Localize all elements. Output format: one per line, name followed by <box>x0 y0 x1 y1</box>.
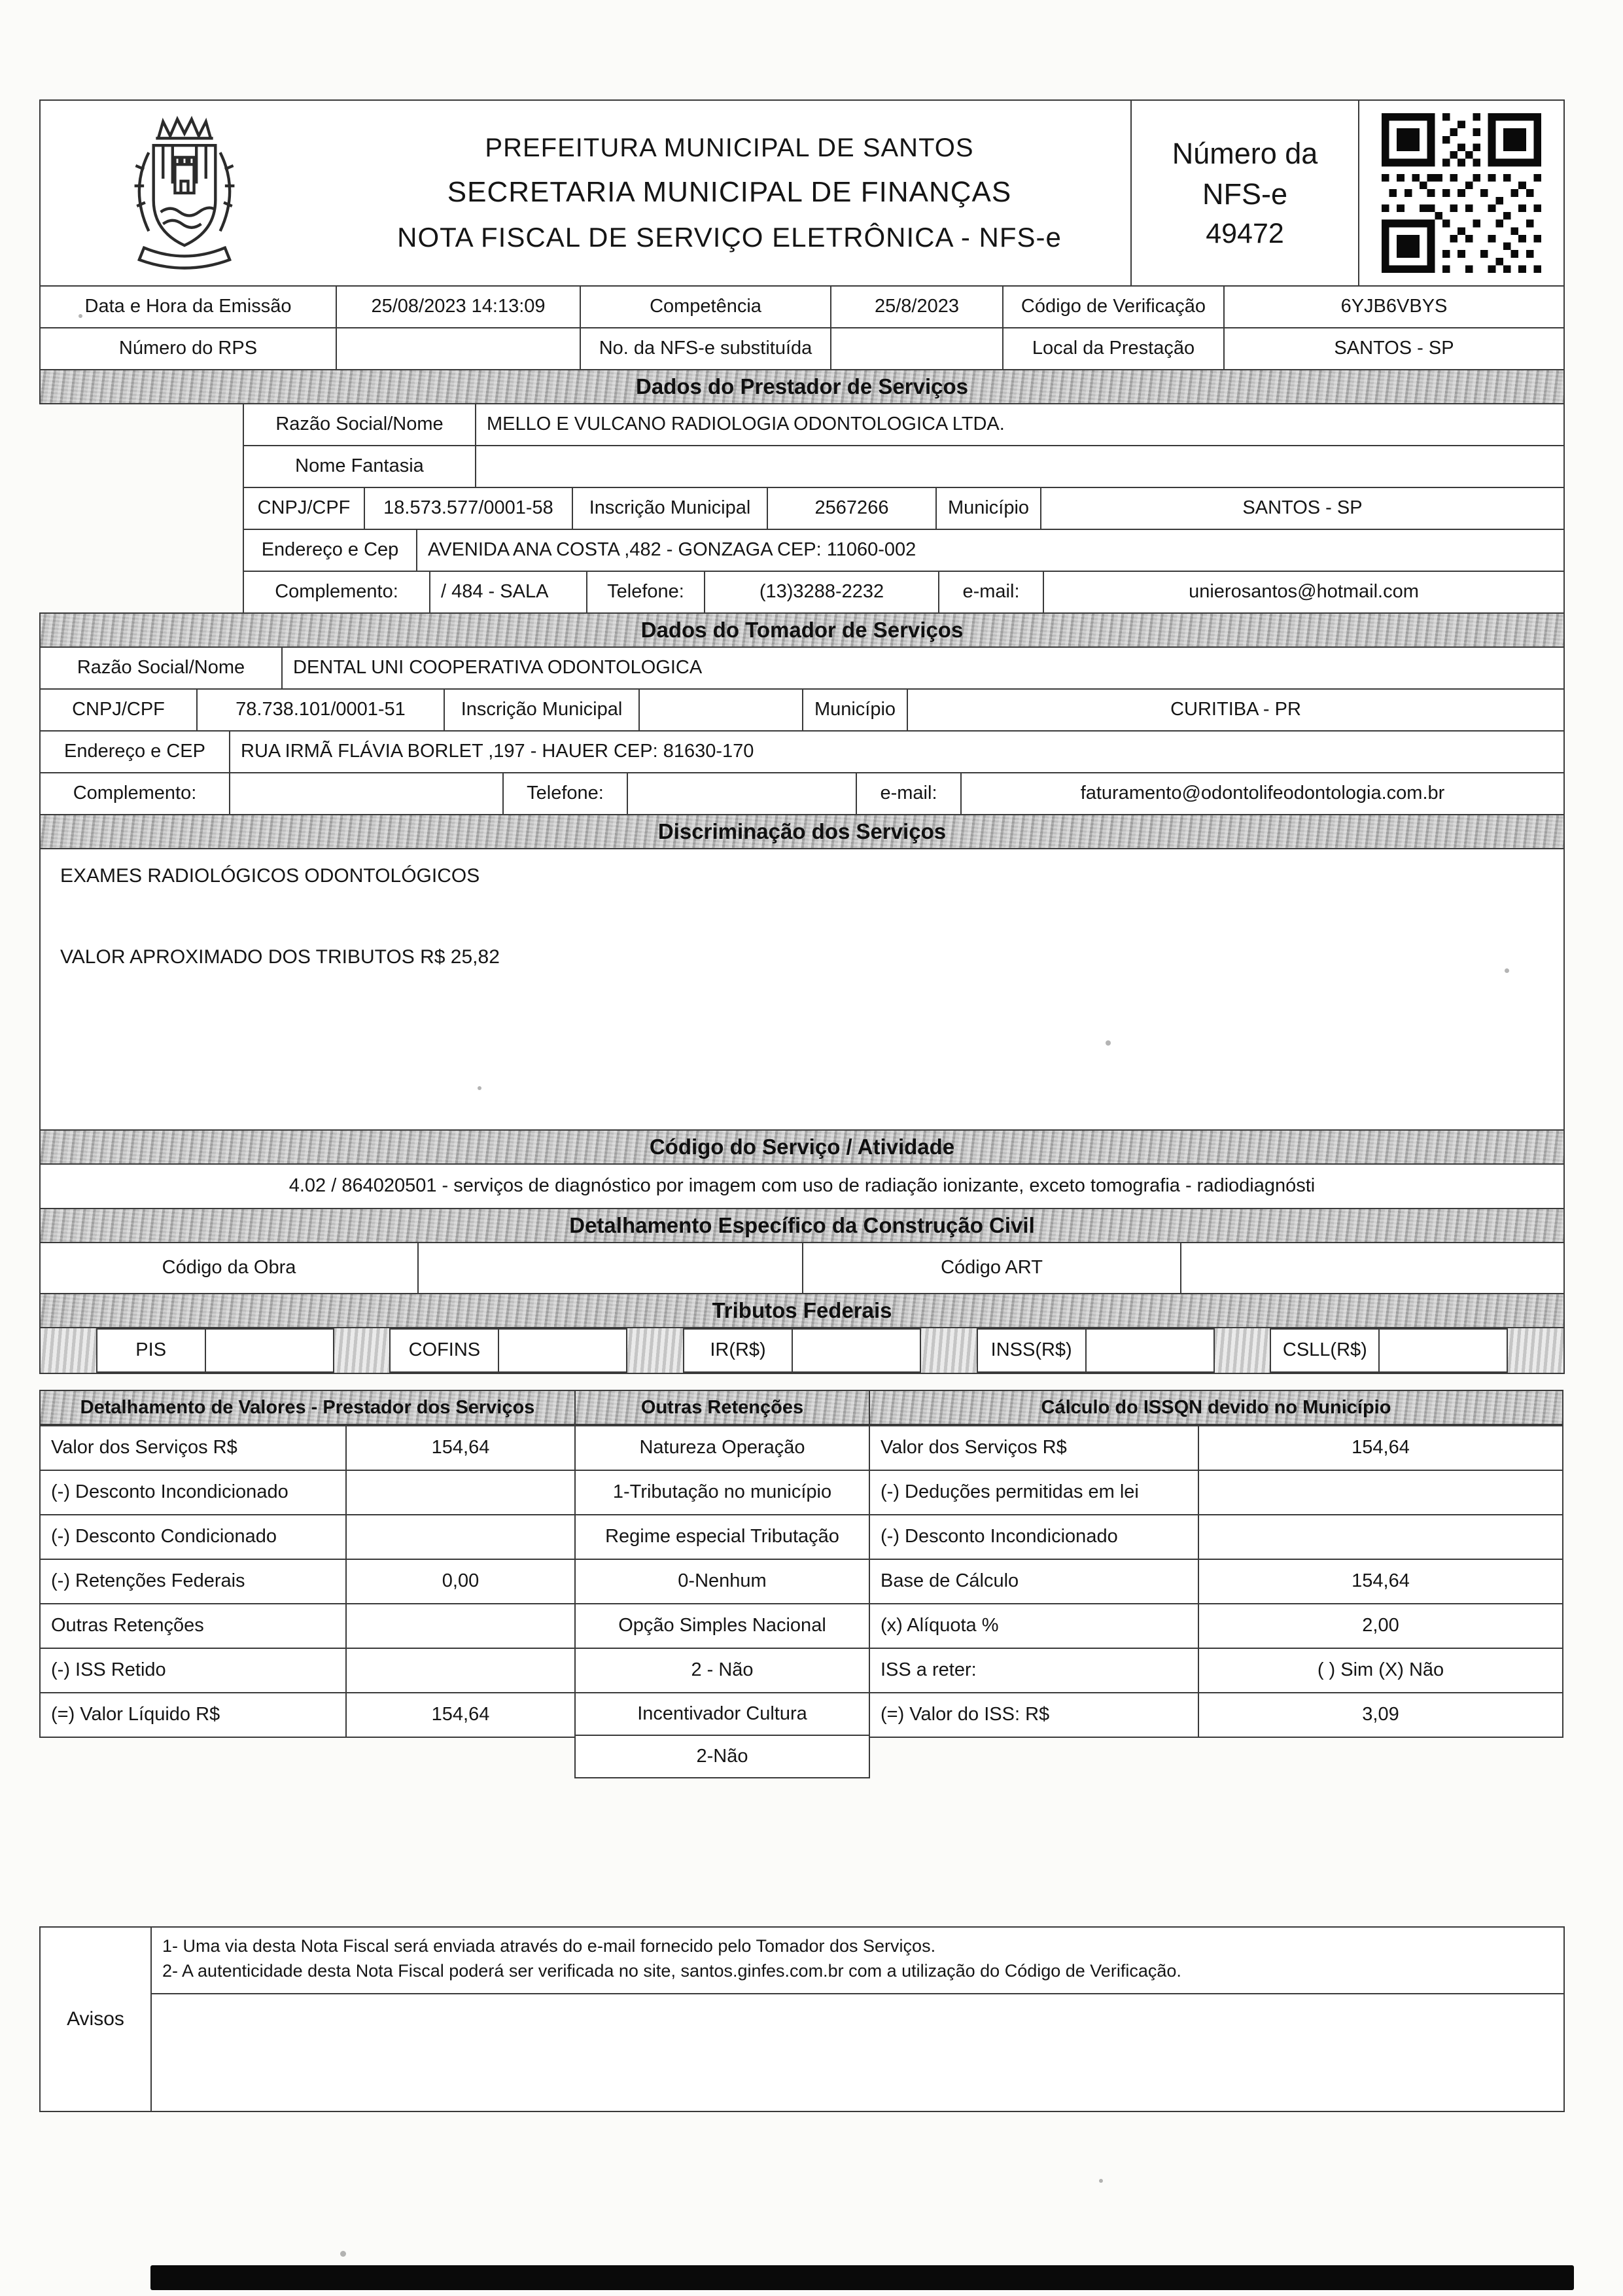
tomador-complemento-row <box>39 772 1565 815</box>
prestador-fantasia-row <box>39 445 1565 488</box>
issqn-column <box>869 1390 1563 1778</box>
aviso-nota-1: 1- Uma via desta Nota Fiscal será enviada através do e-mail fornecido pelo Tomador dos Serviços. <box>162 1936 936 1956</box>
scan-speck <box>478 1086 481 1090</box>
scan-speck <box>1106 1040 1111 1046</box>
avisos-section <box>39 1926 1565 2112</box>
spacer <box>39 445 244 488</box>
tomador-razao-row <box>39 646 1565 690</box>
tomador-email-label: e-mail: <box>856 772 962 815</box>
org-name-line1: PREFEITURA MUNICIPAL DE SANTOS <box>485 133 974 162</box>
codigo-servico-row <box>39 1163 1565 1209</box>
prestador-complemento-label: Complemento: <box>243 571 430 614</box>
servicos-description-box <box>39 848 1565 1131</box>
meta-row-1 <box>39 285 1565 328</box>
outras-retencoes-row: 1-Tributação no município <box>574 1470 870 1515</box>
pis-label: PIS <box>96 1328 206 1373</box>
prestador-complemento-row <box>39 571 1565 614</box>
meta-row-2 <box>39 327 1565 370</box>
outras-retencoes-row: 2-Não <box>574 1735 870 1778</box>
tomador-telefone-label: Telefone: <box>502 772 628 815</box>
issqn-row-label: (=) Valor do ISS: R$ <box>869 1692 1199 1738</box>
codigo-servico-section-header: Código do Serviço / Atividade <box>39 1129 1565 1165</box>
scan-artifact-bar <box>150 2265 1574 2290</box>
avisos-label: Avisos <box>39 1926 152 2112</box>
aviso-nota-2: 2- A autenticidade desta Nota Fiscal poderá ser verificada no site, santos.ginfes.com.br com a utilização do Código de Verificação. <box>162 1960 1181 1981</box>
document-title: NOTA FISCAL DE SERVIÇO ELETRÔNICA - NFS-e <box>397 221 1062 253</box>
spacer <box>921 1328 977 1373</box>
tomador-email-value: faturamento@odontolifeodontologia.com.br <box>960 772 1565 815</box>
substituida-value <box>830 327 1003 370</box>
prestador-telefone-value: (13)3288-2232 <box>704 571 939 614</box>
issqn-row-value: 154,64 <box>1198 1559 1563 1604</box>
prestador-cnpj-row <box>39 487 1565 530</box>
detalhamento-valores-column <box>39 1390 576 1778</box>
tomador-complemento-label: Complemento: <box>39 772 230 815</box>
inss-value <box>1085 1328 1215 1373</box>
spacer <box>1508 1328 1563 1373</box>
tomador-municipio-label: Município <box>802 688 908 732</box>
emissao-value: 25/08/2023 14:13:09 <box>336 285 581 328</box>
outras-retencoes-column <box>574 1390 870 1778</box>
local-prestacao-label: Local da Prestação <box>1002 327 1225 370</box>
prestador-razao-label: Razão Social/Nome <box>243 403 476 446</box>
valores-row-label: Valor dos Serviços R$ <box>39 1425 347 1471</box>
prestador-cnpj-label: CNPJ/CPF <box>243 487 365 530</box>
codigo-obra-value <box>417 1242 803 1294</box>
prestador-municipio-label: Município <box>935 487 1041 530</box>
scan-speck <box>1505 968 1509 973</box>
tomador-section-header: Dados do Tomador de Serviços <box>39 612 1565 648</box>
outras-retencoes-row: 0-Nenhum <box>574 1559 870 1604</box>
prestador-inscricao-value: 2567266 <box>767 487 937 530</box>
codigo-obra-label: Código da Obra <box>39 1242 419 1294</box>
valores-row-label: (-) Desconto Condicionado <box>39 1514 347 1560</box>
valores-row-value <box>345 1514 576 1560</box>
prestador-complemento-value: / 484 - SALA <box>429 571 587 614</box>
qr-code-box <box>1358 101 1563 285</box>
issqn-row-value: 154,64 <box>1198 1425 1563 1471</box>
tomador-inscricao-label: Inscrição Municipal <box>444 688 640 732</box>
cofins-value <box>498 1328 627 1373</box>
header-titles <box>328 101 1130 285</box>
rps-value <box>336 327 581 370</box>
csll-value <box>1378 1328 1508 1373</box>
prestador-fantasia-label: Nome Fantasia <box>243 445 476 488</box>
tomador-cnpj-row <box>39 688 1565 732</box>
tomador-cnpj-value: 78.738.101/0001-51 <box>196 688 445 732</box>
valores-row-value: 0,00 <box>345 1559 576 1604</box>
nfse-number-label-2: NFS-e <box>1202 177 1287 211</box>
issqn-row-label: Base de Cálculo <box>869 1559 1199 1604</box>
prestador-razao-row <box>39 403 1565 446</box>
coat-of-arms-icon <box>113 107 256 279</box>
servicos-section-header: Discriminação dos Serviços <box>39 814 1565 849</box>
nfse-invoice <box>39 99 1565 2112</box>
servico-tributos-aproximados: VALOR APROXIMADO DOS TRIBUTOS R$ 25,82 <box>60 946 500 968</box>
prestador-fantasia-value <box>475 445 1565 488</box>
tomador-endereco-value: RUA IRMÃ FLÁVIA BORLET ,197 - HAUER CEP: 81630-170 <box>229 730 1565 773</box>
tomador-inscricao-value <box>638 688 803 732</box>
prestador-telefone-label: Telefone: <box>586 571 705 614</box>
spacer <box>41 1328 96 1373</box>
issqn-row-label: (-) Desconto Incondicionado <box>869 1514 1199 1560</box>
issqn-row-value <box>1198 1470 1563 1515</box>
spacer <box>627 1328 683 1373</box>
codigo-art-value <box>1180 1242 1565 1294</box>
issqn-row-value: 3,09 <box>1198 1692 1563 1738</box>
valores-row-value: 154,64 <box>345 1425 576 1471</box>
qr-code-icon <box>1382 113 1541 273</box>
construcao-row <box>39 1242 1565 1294</box>
valores-row-value <box>345 1648 576 1693</box>
prestador-email-label: e-mail: <box>938 571 1044 614</box>
tomador-endereco-row <box>39 730 1565 773</box>
tomador-razao-value: DENTAL UNI COOPERATIVA ODONTOLOGICA <box>281 646 1565 690</box>
detalhamento-valores-header: Detalhamento de Valores - Prestador dos Serviços <box>39 1390 576 1425</box>
valores-row-value <box>345 1470 576 1515</box>
issqn-row-label: ISS a reter: <box>869 1648 1199 1693</box>
valores-row-label: (-) ISS Retido <box>39 1648 347 1693</box>
totals-section <box>39 1390 1565 1778</box>
spacer <box>39 529 244 572</box>
verificacao-value: 6YJB6VBYS <box>1223 285 1565 328</box>
prestador-endereco-value: AVENIDA ANA COSTA ,482 - GONZAGA CEP: 11060-002 <box>416 529 1565 572</box>
avisos-body <box>150 1926 1565 2112</box>
avisos-notes <box>152 1928 1563 1994</box>
spacer <box>334 1328 390 1373</box>
tributos-section-header: Tributos Federais <box>39 1293 1565 1328</box>
tomador-telefone-value <box>627 772 857 815</box>
tomador-municipio-value: CURITIBA - PR <box>907 688 1565 732</box>
outras-retencoes-row: Incentivador Cultura <box>574 1692 870 1736</box>
outras-retencoes-row: 2 - Não <box>574 1648 870 1693</box>
codigo-art-label: Código ART <box>802 1242 1181 1294</box>
spacer <box>39 571 244 614</box>
prestador-razao-value: MELLO E VULCANO RADIOLOGIA ODONTOLOGICA LTDA. <box>475 403 1565 446</box>
verificacao-label: Código de Verificação <box>1002 285 1225 328</box>
nfse-number-value: 49472 <box>1206 217 1284 249</box>
prestador-cnpj-value: 18.573.577/0001-58 <box>364 487 573 530</box>
inss-label: INSS(R$) <box>977 1328 1087 1373</box>
issqn-row-value <box>1198 1514 1563 1560</box>
scan-speck <box>1099 2179 1103 2183</box>
issqn-row-label: (x) Alíquota % <box>869 1603 1199 1649</box>
valores-row-label: (-) Retenções Federais <box>39 1559 347 1604</box>
local-prestacao-value: SANTOS - SP <box>1223 327 1565 370</box>
valores-row-value: 154,64 <box>345 1692 576 1738</box>
cofins-label: COFINS <box>389 1328 499 1373</box>
valores-row-label: Outras Retenções <box>39 1603 347 1649</box>
outras-retencoes-header: Outras Retenções <box>574 1390 870 1425</box>
prestador-municipio-value: SANTOS - SP <box>1040 487 1565 530</box>
pis-value <box>205 1328 334 1373</box>
construcao-section-header: Detalhamento Específico da Construção Civil <box>39 1208 1565 1243</box>
coat-of-arms-logo <box>41 101 328 285</box>
valores-row-label: (-) Desconto Incondicionado <box>39 1470 347 1515</box>
substituida-label: No. da NFS-e substituída <box>580 327 831 370</box>
scan-speck <box>79 314 82 318</box>
tributos-federais-row <box>39 1327 1565 1374</box>
rps-label: Número do RPS <box>39 327 337 370</box>
competencia-label: Competência <box>580 285 831 328</box>
spacer <box>39 403 244 446</box>
tomador-cnpj-label: CNPJ/CPF <box>39 688 198 732</box>
emissao-label: Data e Hora da Emissão <box>39 285 337 328</box>
prestador-endereco-label: Endereço e Cep <box>243 529 417 572</box>
outras-retencoes-row: Natureza Operação <box>574 1425 870 1471</box>
org-name-line2: SECRETARIA MUNICIPAL DE FINANÇAS <box>447 175 1012 208</box>
valores-row-value <box>345 1603 576 1649</box>
ir-value <box>792 1328 921 1373</box>
prestador-endereco-row <box>39 529 1565 572</box>
issqn-row-label: Valor dos Serviços R$ <box>869 1425 1199 1471</box>
tomador-complemento-value <box>229 772 504 815</box>
prestador-email-value: unierosantos@hotmail.com <box>1043 571 1565 614</box>
ir-label: IR(R$) <box>683 1328 793 1373</box>
invoice-header <box>39 99 1565 287</box>
spacer <box>39 487 244 530</box>
prestador-section-header: Dados do Prestador de Serviços <box>39 369 1565 404</box>
nfse-number-box <box>1130 101 1358 285</box>
issqn-row-value: 2,00 <box>1198 1603 1563 1649</box>
tomador-razao-label: Razão Social/Nome <box>39 646 283 690</box>
scan-speck <box>340 2251 346 2257</box>
valores-row-label: (=) Valor Líquido R$ <box>39 1692 347 1738</box>
issqn-row-label: (-) Deduções permitidas em lei <box>869 1470 1199 1515</box>
outras-retencoes-row: Opção Simples Nacional <box>574 1603 870 1649</box>
tomador-endereco-label: Endereço e CEP <box>39 730 230 773</box>
nfse-number-label-1: Número da <box>1172 136 1318 170</box>
servico-descricao: EXAMES RADIOLÓGICOS ODONTOLÓGICOS <box>60 865 480 887</box>
issqn-row-value: ( ) Sim (X) Não <box>1198 1648 1563 1693</box>
csll-label: CSLL(R$) <box>1270 1328 1380 1373</box>
issqn-header: Cálculo do ISSQN devido no Município <box>869 1390 1563 1425</box>
spacer <box>1215 1328 1270 1373</box>
outras-retencoes-row: Regime especial Tributação <box>574 1514 870 1560</box>
codigo-servico-value: 4.02 / 864020501 - serviços de diagnóstico por imagem com uso de radiação ionizante, exceto tomografia - radiodiagnósti <box>39 1163 1565 1209</box>
competencia-value: 25/8/2023 <box>830 285 1003 328</box>
prestador-inscricao-label: Inscrição Municipal <box>572 487 768 530</box>
